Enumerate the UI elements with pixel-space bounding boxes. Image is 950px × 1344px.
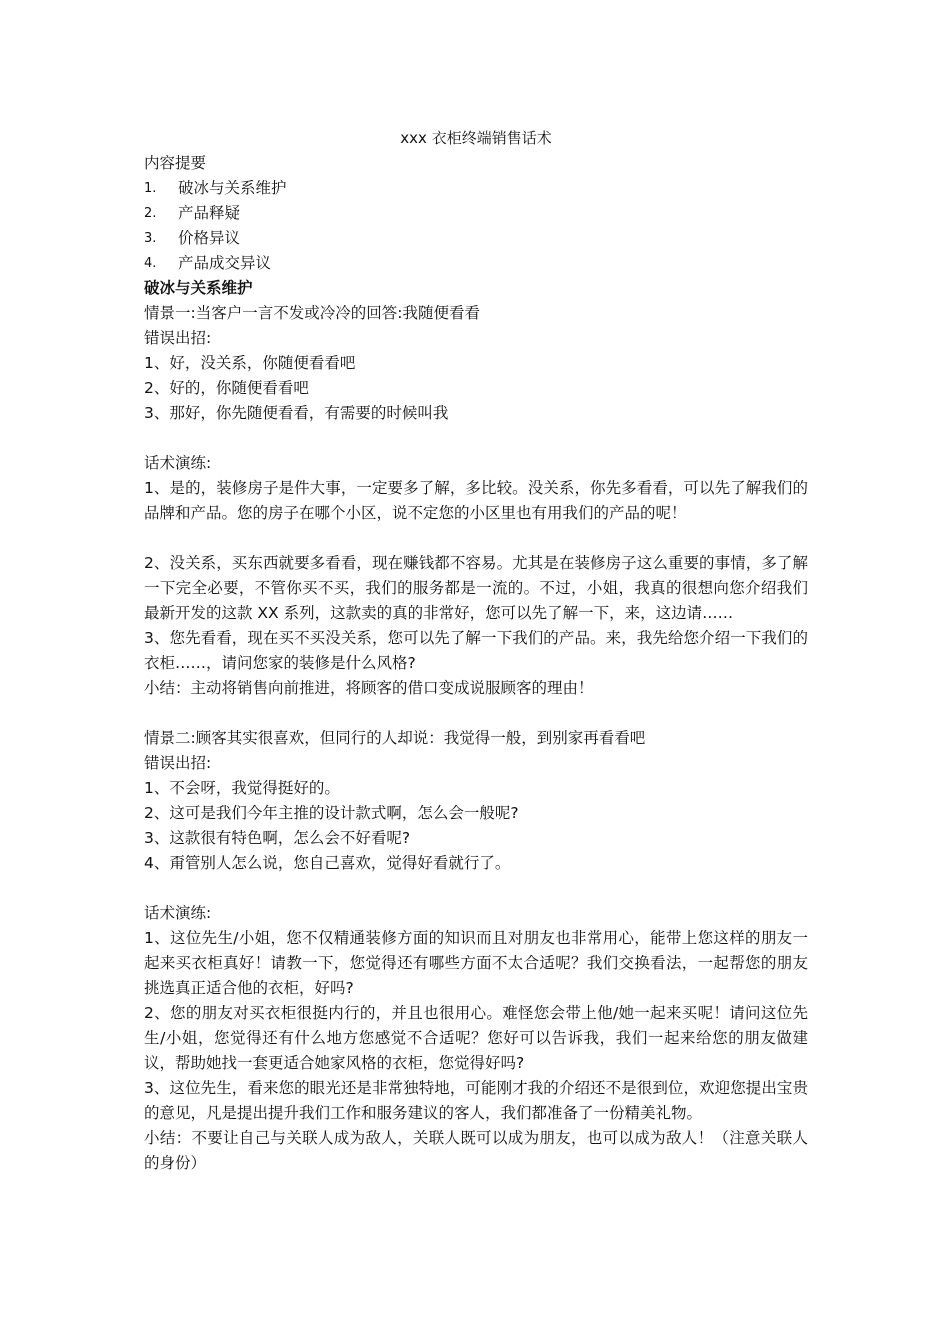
toc-item-number: 3. bbox=[144, 231, 157, 246]
toc-item-text: 产品释疑 bbox=[178, 204, 241, 222]
drill-paragraph: 3、您先看看，现在买不买没关系，您可以先了解一下我们的产品。来，我先给您介绍一下我们的衣柜……，请问您家的装修是什么风格? bbox=[144, 629, 808, 672]
drill-paragraph: 1、这位先生/小姐，您不仅精通装修方面的知识而且对朋友也非常用心，能带上您这样的朋友一起来买衣柜真好！请教一下，您觉得还有哪些方面不太合适呢？我们交换看法，一起帮您的朋友挑选真正适合他的衣柜，好吗? bbox=[144, 929, 808, 997]
blank-line bbox=[144, 526, 808, 551]
toc-item-number: 4. bbox=[144, 256, 157, 271]
section-heading: 破冰与关系维护 bbox=[144, 279, 253, 297]
wrong-label: 错误出招: bbox=[144, 754, 212, 772]
toc-item bbox=[144, 226, 808, 251]
wrong-item: 1、不会呀，我觉得挺好的。 bbox=[144, 779, 340, 797]
summary: 小结：不要让自己与关联人成为敌人，关联人既可以成为朋友，也可以成为敌人！（注意关联人的身份） bbox=[144, 1129, 808, 1172]
toc-heading: 内容提要 bbox=[144, 154, 207, 172]
blank-line bbox=[144, 876, 808, 901]
wrong-item: 3、这款很有特色啊，怎么会不好看呢? bbox=[144, 829, 411, 847]
toc-item-number: 2. bbox=[144, 206, 157, 221]
blank-line bbox=[144, 701, 808, 726]
drill-paragraph: 2、没关系，买东西就要多看看，现在赚钱都不容易。尤其是在装修房子这么重要的事情，多了解一下完全必要，不管你买不买，我们的服务都是一流的。不过，小姐，我真的很想向您介绍我们最新开发的这款 XX 系列，这款卖的真的非常好，您可以先了解一下，来，这边请…… bbox=[144, 554, 808, 622]
document-body bbox=[144, 126, 808, 1176]
wrong-label: 错误出招: bbox=[144, 329, 212, 347]
summary: 小结：主动将销售向前推进，将顾客的借口变成说服顾客的理由！ bbox=[144, 679, 594, 697]
wrong-item: 3、那好，你先随便看看，有需要的时候叫我 bbox=[144, 404, 449, 422]
document-title: xxx 衣柜终端销售话术 bbox=[400, 129, 552, 147]
toc-item bbox=[144, 176, 808, 201]
wrong-item: 4、甭管别人怎么说，您自己喜欢，觉得好看就行了。 bbox=[144, 854, 511, 872]
toc-item-text: 产品成交异议 bbox=[178, 254, 272, 272]
wrong-item: 2、好的，你随便看看吧 bbox=[144, 379, 309, 397]
scene-title: 情景二:顾客其实很喜欢，但同行的人却说：我觉得一般，到别家再看看吧 bbox=[144, 729, 646, 747]
scene-title: 情景一:当客户一言不发或冷冷的回答:我随便看看 bbox=[144, 304, 480, 322]
wrong-item: 1、好，没关系，你随便看看吧 bbox=[144, 354, 356, 372]
toc-item bbox=[144, 251, 808, 276]
wrong-item: 2、这可是我们今年主推的设计款式啊，怎么会一般呢? bbox=[144, 804, 519, 822]
blank-line bbox=[144, 426, 808, 451]
toc-item-number: 1. bbox=[144, 181, 157, 196]
drill-paragraph: 3、这位先生，看来您的眼光还是非常独特地，可能刚才我的介绍还不是很到位，欢迎您提出宝贵的意见，凡是提出提升我们工作和服务建议的客人，我们都准备了一份精美礼物。 bbox=[144, 1079, 808, 1122]
drill-label: 话术演练: bbox=[144, 904, 212, 922]
drill-paragraph: 2、您的朋友对买衣柜很挺内行的，并且也很用心。难怪您会带上他/她一起来买呢！请问这位先生/小姐，您觉得还有什么地方您感觉不合适呢？您好可以告诉我，我们一起来给您的朋友做建议，帮助她找一套更适合她家风格的衣柜，您觉得好吗? bbox=[144, 1004, 808, 1072]
toc-item-text: 价格异议 bbox=[178, 229, 241, 247]
toc-item bbox=[144, 201, 808, 226]
toc-item-text: 破冰与关系维护 bbox=[178, 179, 287, 197]
drill-label: 话术演练: bbox=[144, 454, 212, 472]
drill-paragraph: 1、是的，装修房子是件大事，一定要多了解，多比较。没关系，你先多看看，可以先了解我们的品牌和产品。您的房子在哪个小区，说不定您的小区里也有用我们的产品的呢！ bbox=[144, 479, 808, 522]
